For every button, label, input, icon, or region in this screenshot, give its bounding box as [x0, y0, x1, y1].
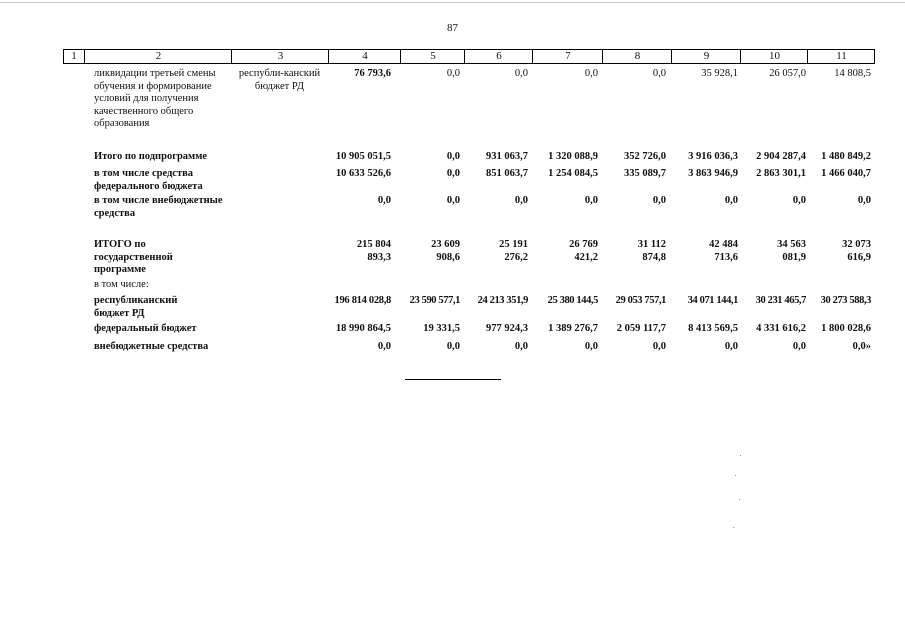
row-label-extrabudget-total: внебюджетные средства: [94, 341, 209, 352]
cell-value: 874,8: [642, 252, 666, 263]
cell-value: 19 331,5: [423, 323, 460, 334]
scan-edge-line: [0, 2, 905, 3]
cell-value: 977 924,3: [486, 323, 528, 334]
cell-value: 0,0: [724, 341, 738, 352]
cell-value: 23 609: [431, 239, 460, 250]
table-header-cell: 9: [671, 50, 741, 63]
cell-value: 0,0: [857, 195, 871, 206]
cell-value: 31 112: [637, 239, 666, 250]
cell-value: 0,0: [514, 341, 528, 352]
table-header-cell: 5: [400, 50, 465, 63]
table-header-cell: 4: [328, 50, 401, 63]
cell-value: 1 800 028,6: [821, 323, 871, 334]
cell-value: 0,0»: [852, 341, 871, 352]
cell-value: 34 071 144,1: [687, 295, 738, 306]
cell-value: 0,0: [584, 68, 598, 79]
table-header-cell: 11: [807, 50, 875, 63]
cell-value: 851 063,7: [486, 168, 528, 179]
cell-value: 893,3: [367, 252, 391, 263]
cell-value: 26 769: [569, 239, 598, 250]
scan-speck: [739, 499, 740, 500]
table-header-cell: 10: [740, 50, 808, 63]
cell-value: 10 905 051,5: [335, 151, 391, 162]
table-header-cell: 1: [71, 50, 77, 62]
cell-value: 0,0: [514, 68, 528, 79]
cell-value: 3 916 036,3: [688, 151, 738, 162]
cell-value: 8 413 569,5: [688, 323, 738, 334]
cell-value: 1 389 276,7: [548, 323, 598, 334]
cell-value: 26 057,0: [769, 68, 806, 79]
cell-value: 0,0: [446, 68, 460, 79]
table-header-cell: 2: [84, 50, 232, 63]
table-header-cell: 8: [602, 50, 672, 63]
cell-value: 0,0: [724, 195, 738, 206]
cell-value: 23 590 577,1: [409, 295, 460, 306]
cell-value: 0,0: [792, 195, 806, 206]
cell-value: 931 063,7: [486, 151, 528, 162]
row-sublabel-including: в том числе:: [94, 279, 149, 290]
cell-value: 0,0: [652, 68, 666, 79]
cell-value: 0,0: [652, 195, 666, 206]
table-header-row: [63, 49, 875, 64]
cell-value: 1 466 040,7: [821, 168, 871, 179]
cell-value: 3 863 946,9: [688, 168, 738, 179]
cell-value: 34 563: [777, 239, 806, 250]
cell-value: 215 804: [356, 239, 391, 250]
cell-value: 713,6: [714, 252, 738, 263]
cell-value: 1 254 084,5: [548, 168, 598, 179]
cell-value: 421,2: [574, 252, 598, 263]
cell-value: 081,9: [782, 252, 806, 263]
row-label-federal-funds: в том числе средства федерального бюджета: [94, 168, 203, 192]
cell-value: 0,0: [584, 341, 598, 352]
cell-value: 0,0: [377, 195, 391, 206]
cell-value: 14 808,5: [834, 68, 871, 79]
cell-value: 18 990 864,5: [335, 323, 391, 334]
scan-speck: [740, 455, 741, 456]
cell-value: 29 053 757,1: [615, 295, 666, 306]
table-header-cell: 6: [464, 50, 533, 63]
row-label-program-total: ИТОГО по государственной программе: [94, 239, 173, 275]
cell-value: 30 231 465,7: [755, 295, 806, 306]
cell-value: 908,6: [436, 252, 460, 263]
cell-value: 276,2: [504, 252, 528, 263]
cell-value: 76 793,6: [354, 68, 391, 79]
cell-value: 616,9: [847, 252, 871, 263]
cell-value: 2 059 117,7: [616, 323, 666, 334]
cell-value: 10 633 526,6: [335, 168, 391, 179]
row-label-republic-budget: республиканский бюджет РД: [94, 295, 178, 319]
page-number: 87: [447, 22, 458, 34]
cell-value: 0,0: [446, 195, 460, 206]
cell-value: 0,0: [652, 341, 666, 352]
cell-value: 25 191: [499, 239, 528, 250]
row-label-federal-budget: федеральный бюджет: [94, 323, 197, 334]
cell-value: 2 863 301,1: [756, 168, 806, 179]
row-source-republic-budget: республи-канский бюджет РД: [238, 68, 321, 92]
cell-value: 25 380 144,5: [547, 295, 598, 306]
cell-value: 196 814 028,8: [334, 295, 391, 306]
table-header-cell: 3: [231, 50, 329, 63]
cell-value: 0,0: [514, 195, 528, 206]
cell-value: 0,0: [446, 151, 460, 162]
end-of-document-rule: [405, 379, 501, 380]
scan-speck: [735, 475, 736, 476]
cell-value: 352 726,0: [624, 151, 666, 162]
cell-value: 4 331 616,2: [756, 323, 806, 334]
row-label-extrabudget-funds: в том числе внебюджетные средства: [94, 195, 223, 219]
row-label-third-shift: ликвидации третьей смены обучения и формирование условий для получения качественного общего образования: [94, 68, 216, 129]
table-header-cell: 7: [532, 50, 603, 63]
cell-value: 0,0: [792, 341, 806, 352]
scan-speck: [733, 527, 734, 528]
cell-value: 30 273 588,3: [820, 295, 871, 306]
cell-value: 0,0: [446, 168, 460, 179]
cell-value: 1 480 849,2: [821, 151, 871, 162]
cell-value: 32 073: [842, 239, 871, 250]
cell-value: 0,0: [446, 341, 460, 352]
cell-value: 42 484: [709, 239, 738, 250]
cell-value: 2 904 287,4: [756, 151, 806, 162]
cell-value: 35 928,1: [701, 68, 738, 79]
row-label-subprogram-total: Итого по подпрограмме: [94, 151, 208, 162]
cell-value: 24 213 351,9: [477, 295, 528, 306]
cell-value: 0,0: [584, 195, 598, 206]
cell-value: 335 089,7: [624, 168, 666, 179]
cell-value: 0,0: [377, 341, 391, 352]
cell-value: 1 320 088,9: [548, 151, 598, 162]
